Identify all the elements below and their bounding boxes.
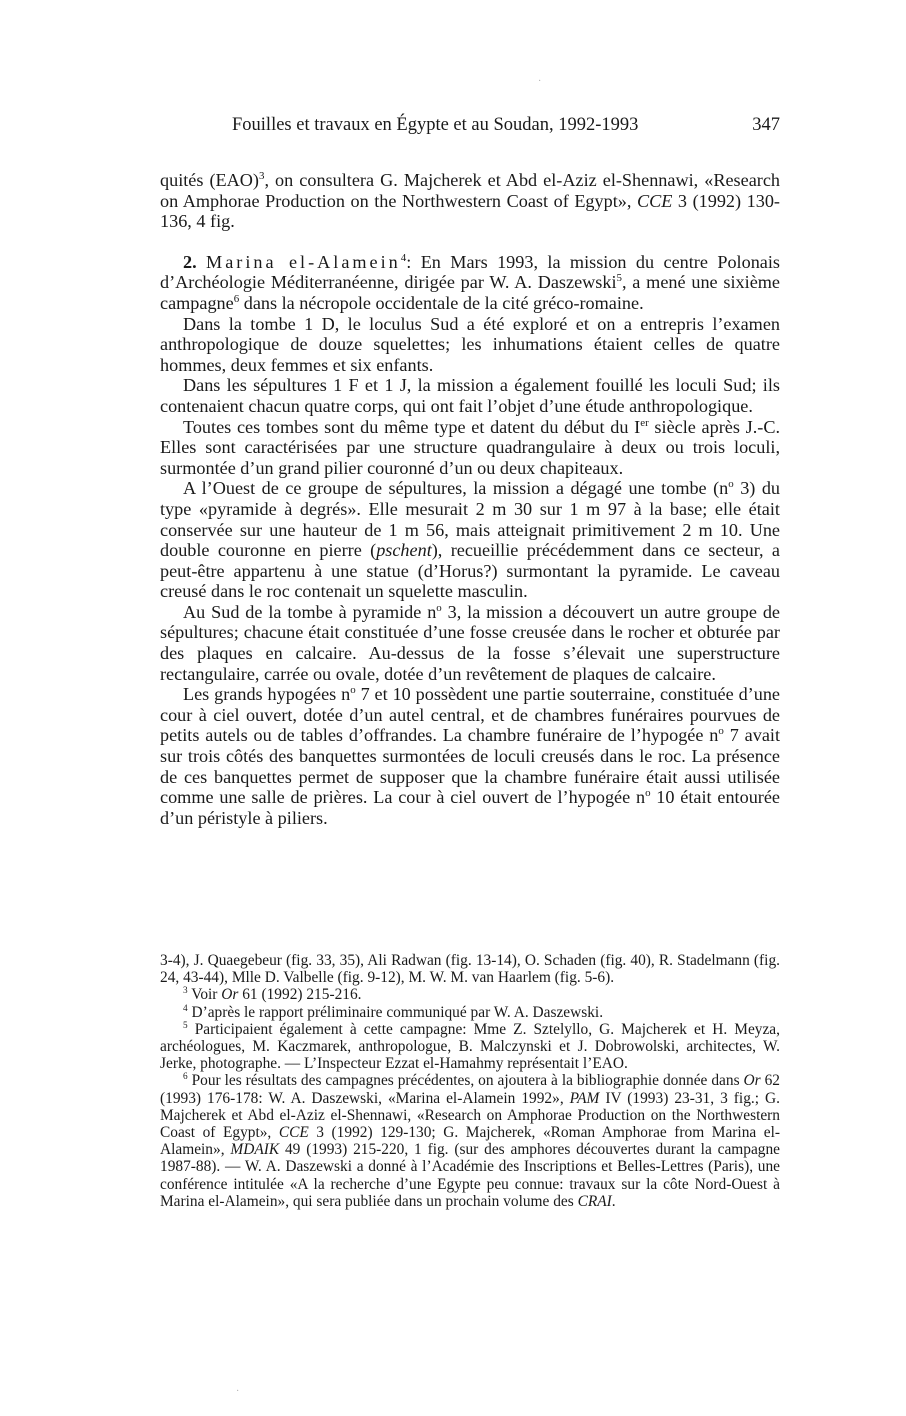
paragraph-continuation: quités (EAO)$^3$, on consultera G. Majcherek et Abd el-Aziz el-Shennawi, «Research on Amphorae Production on the Northwestern Coast of Egypt», CCE 3 (1992) 130-136, 4 fig. xyxy=(160,169,781,232)
paragraph: Dans les sépultures 1 F et 1 J, la mission a également fouillé les loculi Sud; ils contenaient chacun quatre corps, qui ont fait l’objet d’une étude anthropologique. xyxy=(160,375,780,416)
footnote-3: $^3$ Voir Or 61 (1992) 215-216. xyxy=(183,985,362,1004)
footnote-5: $^5$ Participaient également à cette campagne: Mme Z. Sztelyllo, G. Majcherek et H. Meyza, archéologues, M. Kaczmarek, anthropologue, B. Malczynski et J. Dobrowolski, architectes, W. Jerke, photographe. — L’Inspecteur Ezzat el-Hamahmy représentait l’EAO. xyxy=(160,1019,780,1073)
scan-speck: · xyxy=(538,76,542,87)
main-text xyxy=(160,170,780,828)
footnote-ref: 6 xyxy=(233,292,240,305)
footnote-4: $^4$ D’après le rapport préliminaire communiqué par W. A. Daszewski. xyxy=(183,1002,604,1021)
footnote-ref: 4 xyxy=(400,251,407,264)
scan-speck: · xyxy=(236,1386,240,1397)
paragraph: Au Sud de la tombe à pyramide $n^o$ 3, la mission a découvert un autre groupe de sépultures; chacune était constituée d’une fosse creusée dans le rocher et obturée par des plaques en calcaire. Au-dessus de la fosse s’élevait une superstructure rectangulaire, carrée ou ovale, dotée d’un revêtement de plaques de calcaire. xyxy=(160,601,781,684)
page-number: 347 xyxy=(752,115,780,135)
footnotes xyxy=(160,952,780,1210)
footnote-continuation: 3-4), J. Quaegebeur (fig. 33, 35), Ali Radwan (fig. 13-14), O. Schaden (fig. 40), R. Stadelmann (fig. 24, 43-44), Mlle D. Valbelle (fig. 9-12), M. W. M. van Haarlem (fig. 5-6). xyxy=(160,952,780,987)
paragraph: A l’Ouest de ce groupe de sépultures, la mission a dégagé une tombe ($n^o$ 3) du type «pyramide à degrés». Elle mesurait 2 m 30 sur 1 m 97 à la base; elle était conservée sur une hauteur de 1 m 56, mais atteignait primitivement 2 m 10. Une double couronne en pierre (pschent), recueillie précédemment dans ce secteur, a peut-être appartenu à une statue (d’Horus?) surmontant la pyramide. Le caveau creusé dans le roc contenait un squelette masculin. xyxy=(160,478,781,602)
paragraph-marina: 2. Marina el-Alamein$^4$: En Mars 1993, la mission du centre Polonais d’Archéologie Méditerranéenne, dirigée par W. A. Daszewski$^5$, a mené une sixième campagne$^6$ dans la nécropole occidentale de la cité gréco-romaine. xyxy=(160,251,780,313)
footnote-6: $^6$ Pour les résultats des campagnes précédentes, on ajoutera à la bibliographie donnée dans Or 62 (1993) 176-178: W. A. Daszewski, «Marina el-Alamein 1992», PAM IV (1993) 23-31, 3 fig.; G. Majcherek et Abd el-Aziz el-Shennawi, «Research on Amphorae Production on the Northwestern Coast of Egypt», CCE 3 (1992) 129-130; G. Majcherek, «Roman Amphorae from Marina el-Alamein», MDAIK 49 (1993) 215-220, 1 fig. (sur des amphores découvertes durant la campagne 1987-88). — W. A. Daszewski a donné à l’Académie des Inscriptions et Belles-Lettres (Paris), une conférence intitulée «A la recherche d’une Egypte peu connue: travaux sur la côte Nord-Ouest à Marina el-Alamein», qui sera publiée dans un prochain volume des CRAI. xyxy=(160,1071,781,1210)
paragraph: Toutes ces tombes sont du même type et datent du début du Ier siècle après J.-C. Elles sont caractérisées par une structure quadrangulaire à deux ou trois loculi, surmontée d’un grand pilier couronné d’un ou deux chapiteaux. xyxy=(160,416,780,478)
section-number: 2. xyxy=(183,251,197,272)
site-heading: Marina el-Alamein xyxy=(206,251,401,272)
journal-abbrev: CCE xyxy=(636,190,673,211)
footnote-ref: 3 xyxy=(259,169,265,182)
running-title: Fouilles et travaux en Égypte et au Soudan, 1992-1993 xyxy=(232,115,639,135)
paragraph: Dans la tombe 1 D, le loculus Sud a été exploré et on a entrepris l’examen anthropologique de douze squelettes; les inhumations étaient celles de quatre hommes, deux femmes et six enfants. xyxy=(160,313,780,375)
paragraph: Les grands hypogées $n^o$ 7 et 10 possèdent une partie souterraine, constituée d’une cour à ciel ouvert, dotée d’un autel central, et de chambres funéraires pourvues de petits autels ou de tables d’offrandes. La chambre funéraire de l’hypogée $n^o$ 7 avait sur trois côtés des banquettes surmontées de loculi creusés dans le roc. La présence de ces banquettes permet de supposer que la chambre funéraire était aussi utilisée comme une salle de prières. La cour à ciel ouvert de l’hypogée $n^o$ 10 était entourée d’un péristyle à piliers. xyxy=(160,684,780,828)
footnote-ref: 5 xyxy=(616,272,622,285)
